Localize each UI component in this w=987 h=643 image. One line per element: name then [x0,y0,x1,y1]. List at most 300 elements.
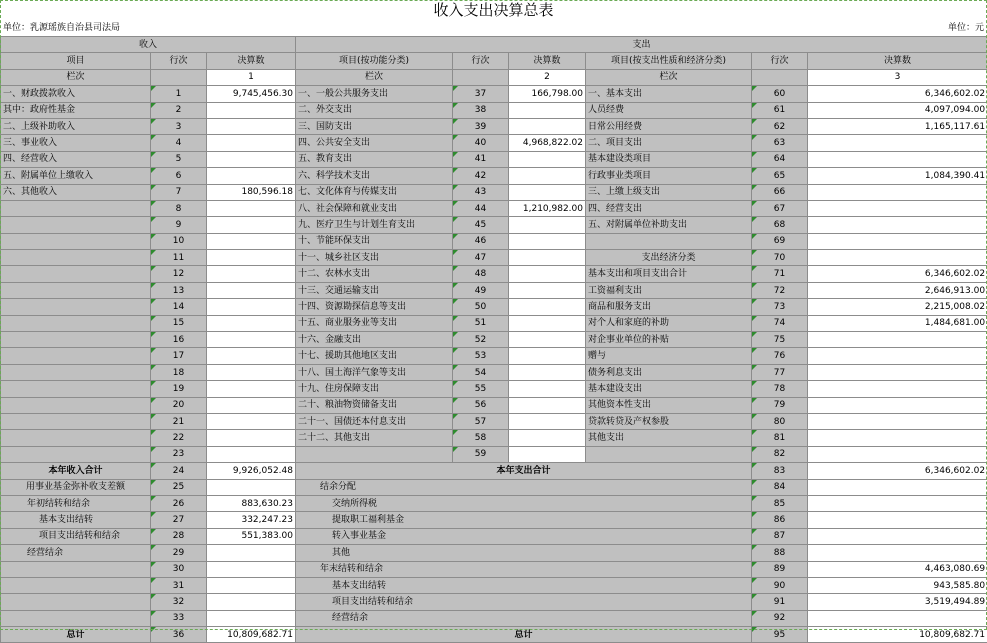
empty-cell[interactable] [453,69,509,85]
income-row-no[interactable]: 32 [151,594,207,610]
col-header-row-no[interactable]: 行次 [453,53,509,69]
expense-func-item[interactable]: 三、国防支出 [296,118,453,134]
income-amount[interactable] [207,364,296,380]
expense-econ-amount[interactable] [808,364,987,380]
income-amount[interactable] [207,561,296,577]
income-grand-total-label[interactable]: 总计 [1,627,151,643]
income-row-no[interactable]: 26 [151,495,207,511]
income-item[interactable]: 二、上级补助收入 [1,118,151,134]
expense-func-amount[interactable] [509,299,586,315]
expense-econ-item[interactable]: 基本建设支出 [586,381,752,397]
income-item[interactable] [1,594,151,610]
expense-econ-row-no[interactable]: 79 [752,397,808,413]
expense-econ-amount[interactable] [808,332,987,348]
expense-econ-amount[interactable] [808,381,987,397]
expense-econ-amount[interactable] [808,233,987,249]
expense-econ-row-no[interactable]: 78 [752,381,808,397]
expense-econ-item[interactable] [586,446,752,462]
expense-func-row-no[interactable]: 41 [453,151,509,167]
income-amount[interactable] [207,233,296,249]
income-row-no[interactable]: 17 [151,348,207,364]
expense-func-row-no[interactable]: 38 [453,102,509,118]
expense-econ-item[interactable]: 三、上缴上级支出 [586,184,752,200]
expense-func-amount[interactable] [509,168,586,184]
expense-func-row-no[interactable]: 59 [453,446,509,462]
income-item[interactable] [1,446,151,462]
income-amount[interactable] [207,430,296,446]
col-header-item[interactable]: 项目 [1,53,151,69]
expense-econ-item[interactable]: 基本建设类项目 [586,151,752,167]
income-item[interactable]: 年初结转和结余 [1,495,151,511]
expense-func-row-no[interactable]: 52 [453,332,509,348]
expense-econ-row-no[interactable]: 73 [752,299,808,315]
income-amount[interactable] [207,479,296,495]
expense-func-item[interactable]: 七、文化体育与传媒支出 [296,184,453,200]
expense-func-amount[interactable] [509,233,586,249]
expense-econ-item[interactable]: 商品和服务支出 [586,299,752,315]
income-row-no[interactable]: 25 [151,479,207,495]
expense-econ-row-no[interactable]: 74 [752,315,808,331]
income-row-no[interactable]: 21 [151,413,207,429]
income-item[interactable] [1,299,151,315]
expense-func-amount[interactable] [509,282,586,298]
expense-amount[interactable]: 943,585.80 [808,577,987,593]
expense-econ-row-no[interactable]: 81 [752,430,808,446]
expense-func-amount[interactable]: 4,968,822.02 [509,135,586,151]
expense-econ-item[interactable]: 工资福利支出 [586,282,752,298]
expense-func-amount[interactable]: 1,210,982.00 [509,200,586,216]
table-row [1,610,987,626]
income-amount[interactable] [207,381,296,397]
income-amount[interactable]: 883,630.23 [207,495,296,511]
income-amount[interactable] [207,332,296,348]
expense-func-item[interactable]: 二、外交支出 [296,102,453,118]
income-item[interactable] [1,200,151,216]
expense-econ-row-no[interactable]: 82 [752,446,808,462]
expense-func-row-no[interactable]: 44 [453,200,509,216]
expense-econ-amount[interactable] [808,200,987,216]
income-amount[interactable] [207,200,296,216]
expense-econ-row-no[interactable]: 72 [752,282,808,298]
income-item[interactable] [1,561,151,577]
expense-econ-row-no[interactable]: 75 [752,332,808,348]
income-row-no[interactable]: 29 [151,545,207,561]
table-row [1,397,987,413]
expense-func-item[interactable]: 五、教育支出 [296,151,453,167]
expense-func-amount[interactable] [509,430,586,446]
income-item[interactable]: 五、附属单位上缴收入 [1,168,151,184]
expense-func-row-no[interactable]: 55 [453,381,509,397]
expense-func-amount[interactable] [509,184,586,200]
expense-row-no[interactable]: 90 [752,577,808,593]
expense-func-amount[interactable] [509,413,586,429]
expense-econ-amount[interactable]: 2,646,913.00 [808,282,987,298]
income-row-no[interactable]: 18 [151,364,207,380]
col-header-amount[interactable]: 决算数 [808,53,987,69]
col-header-amount[interactable]: 决算数 [509,53,586,69]
expense-func-item[interactable]: 二十一、国债还本付息支出 [296,413,453,429]
expense-amount[interactable] [808,528,987,544]
expense-econ-row-no[interactable]: 61 [752,102,808,118]
empty-cell[interactable] [752,69,808,85]
expense-econ-item[interactable] [586,233,752,249]
expense-econ-amount[interactable] [808,250,987,266]
income-amount[interactable] [207,594,296,610]
income-row-no[interactable]: 30 [151,561,207,577]
col-header-row-no[interactable]: 行次 [151,53,207,69]
expense-econ-amount[interactable]: 4,097,094.00 [808,102,987,118]
expense-func-item[interactable]: 十八、国土海洋气象等支出 [296,364,453,380]
expense-grand-total-row-no[interactable]: 95 [752,627,808,643]
income-item[interactable] [1,233,151,249]
expense-item[interactable]: 基本支出结转 [296,577,752,593]
income-amount[interactable]: 180,596.18 [207,184,296,200]
col-index-label[interactable]: 栏次 [296,69,453,85]
income-row-no[interactable]: 2 [151,102,207,118]
income-item[interactable] [1,250,151,266]
expense-econ-amount[interactable] [808,348,987,364]
income-row-no[interactable]: 7 [151,184,207,200]
expense-func-row-no[interactable]: 51 [453,315,509,331]
expense-econ-amount[interactable] [808,446,987,462]
income-row-no[interactable]: 6 [151,168,207,184]
expense-row-no[interactable]: 85 [752,495,808,511]
income-item[interactable] [1,315,151,331]
expense-func-amount[interactable] [509,118,586,134]
income-row-no[interactable]: 9 [151,217,207,233]
income-amount[interactable] [207,168,296,184]
expense-item[interactable]: 结余分配 [296,479,752,495]
expense-func-row-no[interactable]: 54 [453,364,509,380]
expense-econ-row-no[interactable]: 76 [752,348,808,364]
expense-func-row-no[interactable]: 42 [453,168,509,184]
expense-func-amount[interactable] [509,250,586,266]
expense-econ-item[interactable]: 二、项目支出 [586,135,752,151]
expense-econ-item[interactable]: 其他支出 [586,430,752,446]
income-row-no[interactable]: 19 [151,381,207,397]
expense-amount[interactable] [808,545,987,561]
expense-amount[interactable] [808,495,987,511]
income-row-no[interactable]: 5 [151,151,207,167]
expense-item[interactable]: 年末结转和结余 [296,561,752,577]
income-amount[interactable] [207,118,296,134]
expense-row-no[interactable]: 87 [752,528,808,544]
expense-econ-item[interactable]: 其他资本性支出 [586,397,752,413]
expense-item[interactable]: 经营结余 [296,610,752,626]
expense-econ-amount[interactable]: 1,484,681.00 [808,315,987,331]
income-item[interactable] [1,397,151,413]
expense-econ-row-no[interactable]: 68 [752,217,808,233]
income-item[interactable] [1,282,151,298]
income-amount[interactable]: 551,383.00 [207,528,296,544]
income-row-no[interactable]: 23 [151,446,207,462]
income-amount[interactable] [207,282,296,298]
income-amount[interactable] [207,266,296,282]
income-grand-total-row-no[interactable]: 36 [151,627,207,643]
income-row-no[interactable]: 14 [151,299,207,315]
expense-econ-amount[interactable]: 1,165,117.61 [808,118,987,134]
expense-econ-amount[interactable]: 1,084,390.41 [808,168,987,184]
expense-row-no[interactable]: 88 [752,545,808,561]
expense-econ-row-no[interactable]: 70 [752,250,808,266]
expense-func-item[interactable]: 六、科学技术支出 [296,168,453,184]
expense-econ-amount[interactable] [808,397,987,413]
expense-econ-amount[interactable] [808,184,987,200]
expense-item[interactable]: 其他 [296,545,752,561]
expense-func-amount[interactable] [509,315,586,331]
expense-econ-item[interactable]: 赠与 [586,348,752,364]
expense-amount[interactable] [808,610,987,626]
table-row [1,250,987,266]
expense-econ-item[interactable]: 一、基本支出 [586,86,752,102]
income-item[interactable] [1,348,151,364]
expense-func-row-no[interactable]: 45 [453,217,509,233]
expense-econ-item[interactable]: 支出经济分类 [586,250,752,266]
expense-func-amount[interactable] [509,151,586,167]
col-header-row-no[interactable]: 行次 [752,53,808,69]
income-row-no[interactable]: 31 [151,577,207,593]
expense-func-item[interactable]: 四、公共安全支出 [296,135,453,151]
income-item[interactable] [1,381,151,397]
income-row-no[interactable]: 10 [151,233,207,249]
income-row-no[interactable]: 15 [151,315,207,331]
income-item[interactable]: 项目支出结转和结余 [1,528,151,544]
expense-func-row-no[interactable]: 56 [453,397,509,413]
expense-row-no[interactable]: 92 [752,610,808,626]
income-total-row-no[interactable]: 24 [151,463,207,479]
col-header-item-econ[interactable]: 项目(按支出性质和经济分类) [586,53,752,69]
expense-func-item[interactable]: 十七、援助其他地区支出 [296,348,453,364]
expense-econ-item[interactable]: 行政事业类项目 [586,168,752,184]
expense-econ-row-no[interactable]: 69 [752,233,808,249]
expense-row-no[interactable]: 84 [752,479,808,495]
income-grand-total-amount[interactable]: 10,809,682.71 [207,627,296,643]
col-index-3[interactable]: 3 [808,69,987,85]
expense-section-header[interactable]: 支出 [296,37,987,53]
income-row-no[interactable]: 13 [151,282,207,298]
income-amount[interactable] [207,348,296,364]
expense-func-amount[interactable] [509,217,586,233]
expense-func-row-no[interactable]: 46 [453,233,509,249]
expense-func-amount[interactable] [509,348,586,364]
expense-econ-item[interactable]: 贷款转贷及产权参股 [586,413,752,429]
income-row-no[interactable]: 1 [151,86,207,102]
income-item[interactable]: 四、经营收入 [1,151,151,167]
income-row-no[interactable]: 33 [151,610,207,626]
col-index-label[interactable]: 栏次 [586,69,752,85]
expense-total-label[interactable]: 本年支出合计 [296,463,752,479]
income-row-no[interactable]: 11 [151,250,207,266]
expense-func-amount[interactable] [509,446,586,462]
income-row-no[interactable]: 4 [151,135,207,151]
expense-econ-amount[interactable] [808,135,987,151]
income-amount[interactable] [207,577,296,593]
expense-func-amount[interactable] [509,381,586,397]
expense-row-no[interactable]: 91 [752,594,808,610]
income-item[interactable] [1,364,151,380]
col-index-2[interactable]: 2 [509,69,586,85]
income-amount[interactable] [207,102,296,118]
expense-func-item[interactable]: 十五、商业服务业等支出 [296,315,453,331]
income-amount[interactable] [207,299,296,315]
income-item[interactable]: 三、事业收入 [1,135,151,151]
expense-row-no[interactable]: 89 [752,561,808,577]
header-row-columns [1,53,987,69]
expense-func-amount[interactable] [509,397,586,413]
income-item[interactable] [1,217,151,233]
expense-econ-amount[interactable]: 2,215,008.02 [808,299,987,315]
expense-func-item[interactable]: 十二、农林水支出 [296,266,453,282]
expense-econ-amount[interactable]: 6,346,602.02 [808,266,987,282]
income-item[interactable] [1,266,151,282]
expense-func-item[interactable]: 十、节能环保支出 [296,233,453,249]
income-item[interactable] [1,332,151,348]
expense-func-row-no[interactable]: 48 [453,266,509,282]
col-index-1[interactable]: 1 [207,69,296,85]
expense-econ-item[interactable]: 基本支出和项目支出合计 [586,266,752,282]
table-row [1,413,987,429]
expense-econ-item[interactable]: 四、经营支出 [586,200,752,216]
income-row-no[interactable]: 3 [151,118,207,134]
expense-func-item[interactable]: 十一、城乡社区支出 [296,250,453,266]
expense-econ-item[interactable]: 人员经费 [586,102,752,118]
expense-econ-row-no[interactable]: 64 [752,151,808,167]
income-row-no[interactable]: 28 [151,528,207,544]
income-row-no[interactable]: 22 [151,430,207,446]
expense-econ-item[interactable]: 对企事业单位的补贴 [586,332,752,348]
income-item[interactable] [1,610,151,626]
expense-econ-row-no[interactable]: 67 [752,200,808,216]
income-item[interactable]: 一、财政拨款收入 [1,86,151,102]
expense-func-item[interactable]: 二十二、其他支出 [296,430,453,446]
expense-func-row-no[interactable]: 58 [453,430,509,446]
expense-total-row-no[interactable]: 83 [752,463,808,479]
income-amount[interactable] [207,250,296,266]
expense-econ-amount[interactable] [808,413,987,429]
expense-func-row-no[interactable]: 57 [453,413,509,429]
expense-func-amount[interactable] [509,266,586,282]
expense-func-amount[interactable] [509,364,586,380]
income-total-amount[interactable]: 9,926,052.48 [207,463,296,479]
expense-econ-row-no[interactable]: 65 [752,168,808,184]
expense-econ-item[interactable]: 对个人和家庭的补助 [586,315,752,331]
expense-func-row-no[interactable]: 43 [453,184,509,200]
expense-item[interactable]: 转入事业基金 [296,528,752,544]
income-row-no[interactable]: 8 [151,200,207,216]
expense-amount[interactable]: 3,519,494.89 [808,594,987,610]
expense-econ-row-no[interactable]: 63 [752,135,808,151]
income-amount[interactable]: 332,247.23 [207,512,296,528]
income-item[interactable]: 六、其他收入 [1,184,151,200]
expense-item[interactable]: 提取职工福利基金 [296,512,752,528]
expense-econ-row-no[interactable]: 60 [752,86,808,102]
expense-grand-total-amount[interactable]: 10,809,682.71 [808,627,987,643]
income-amount[interactable] [207,545,296,561]
income-amount[interactable] [207,446,296,462]
expense-func-row-no[interactable]: 40 [453,135,509,151]
expense-func-item[interactable] [296,446,453,462]
expense-item[interactable]: 项目支出结转和结余 [296,594,752,610]
income-amount[interactable] [207,217,296,233]
income-amount[interactable] [207,135,296,151]
empty-cell[interactable] [151,69,207,85]
expense-econ-amount[interactable]: 6,346,602.02 [808,86,987,102]
income-amount[interactable] [207,397,296,413]
expense-func-item[interactable]: 十九、住房保障支出 [296,381,453,397]
income-item[interactable]: 经营结余 [1,545,151,561]
expense-econ-amount[interactable] [808,430,987,446]
expense-econ-row-no[interactable]: 71 [752,266,808,282]
income-amount[interactable] [207,151,296,167]
expense-item[interactable]: 交纳所得税 [296,495,752,511]
expense-func-row-no[interactable]: 49 [453,282,509,298]
col-header-item-func[interactable]: 项目(按功能分类) [296,53,453,69]
expense-econ-item[interactable]: 债务利息支出 [586,364,752,380]
expense-func-item[interactable]: 一、一般公共服务支出 [296,86,453,102]
expense-econ-amount[interactable] [808,217,987,233]
table-row [1,528,987,544]
col-header-amount[interactable]: 决算数 [207,53,296,69]
expense-row-no[interactable]: 86 [752,512,808,528]
expense-func-amount[interactable] [509,332,586,348]
expense-amount[interactable] [808,479,987,495]
income-row-no[interactable]: 27 [151,512,207,528]
expense-func-amount[interactable]: 166,798.00 [509,86,586,102]
expense-func-item[interactable]: 十六、金融支出 [296,332,453,348]
expense-econ-row-no[interactable]: 62 [752,118,808,134]
income-amount[interactable]: 9,745,456.30 [207,86,296,102]
income-row-no[interactable]: 12 [151,266,207,282]
expense-econ-row-no[interactable]: 66 [752,184,808,200]
expense-func-row-no[interactable]: 47 [453,250,509,266]
expense-econ-item[interactable]: 日常公用经费 [586,118,752,134]
expense-func-item[interactable]: 二十、粮油物资储备支出 [296,397,453,413]
income-item[interactable]: 基本支出结转 [1,512,151,528]
expense-econ-item[interactable]: 五、对附属单位补助支出 [586,217,752,233]
income-row-no[interactable]: 16 [151,332,207,348]
income-item[interactable] [1,577,151,593]
expense-func-item[interactable]: 十三、交通运输支出 [296,282,453,298]
col-index-label[interactable]: 栏次 [1,69,151,85]
expense-total-amount[interactable]: 6,346,602.02 [808,463,987,479]
income-total-label[interactable]: 本年收入合计 [1,463,151,479]
income-item[interactable] [1,430,151,446]
income-row-no[interactable]: 20 [151,397,207,413]
income-amount[interactable] [207,610,296,626]
income-section-header[interactable]: 收入 [1,37,296,53]
expense-func-item[interactable]: 八、社会保障和就业支出 [296,200,453,216]
table-row [1,200,987,216]
income-amount[interactable] [207,413,296,429]
expense-func-item[interactable]: 十四、资源勘探信息等支出 [296,299,453,315]
income-item[interactable]: 其中：政府性基金 [1,102,151,118]
expense-func-amount[interactable] [509,102,586,118]
expense-econ-amount[interactable] [808,151,987,167]
expense-func-item[interactable]: 九、医疗卫生与计划生育支出 [296,217,453,233]
expense-func-row-no[interactable]: 50 [453,299,509,315]
expense-func-row-no[interactable]: 37 [453,86,509,102]
expense-amount[interactable] [808,512,987,528]
expense-func-row-no[interactable]: 53 [453,348,509,364]
expense-grand-total-label[interactable]: 总计 [296,627,752,643]
income-item[interactable] [1,413,151,429]
income-amount[interactable] [207,315,296,331]
expense-econ-row-no[interactable]: 77 [752,364,808,380]
income-item[interactable]: 用事业基金弥补收支差额 [1,479,151,495]
expense-amount[interactable]: 4,463,080.69 [808,561,987,577]
expense-econ-row-no[interactable]: 80 [752,413,808,429]
expense-func-row-no[interactable]: 39 [453,118,509,134]
